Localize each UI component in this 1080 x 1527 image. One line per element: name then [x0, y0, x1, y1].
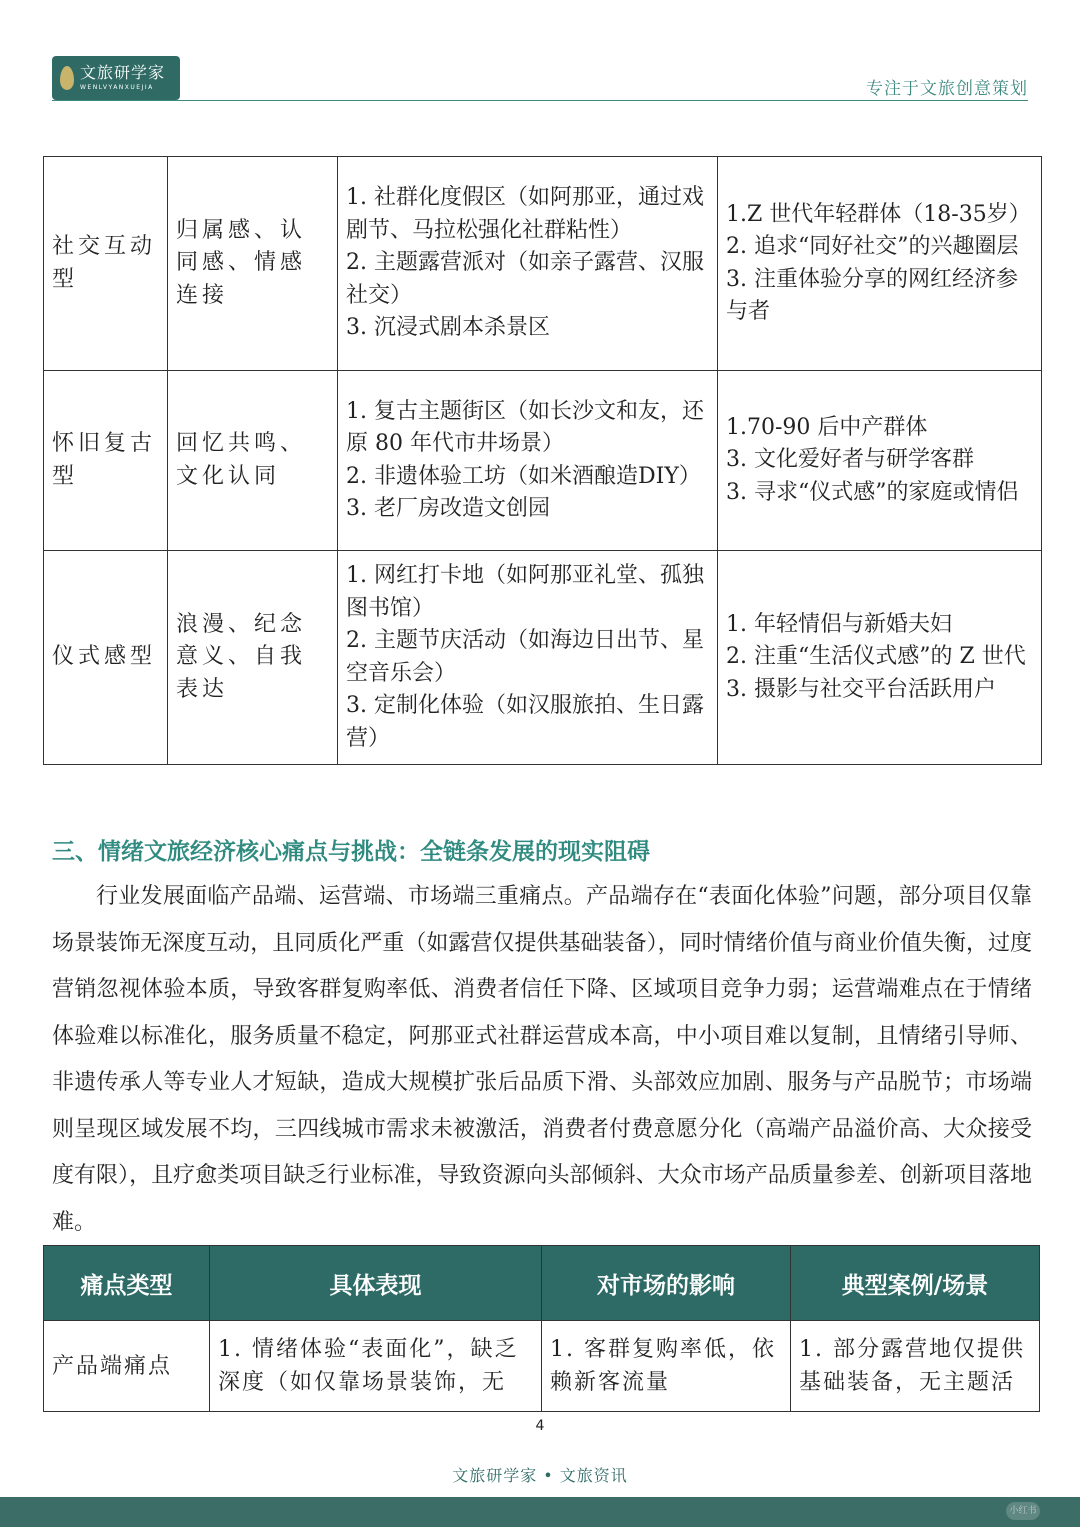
- table-row: [44, 1321, 1040, 1412]
- table-row: [44, 157, 1042, 371]
- section-heading: 三、情绪文旅经济核心痛点与挑战：全链条发展的现实阻碍: [52, 839, 650, 865]
- products-cell: [338, 551, 718, 765]
- list-item: 3. 沉浸式剧本杀景区: [346, 315, 550, 341]
- type-cell: 怀旧复古型: [44, 371, 168, 551]
- list-item: 3. 老厂房改造文创园: [346, 496, 550, 521]
- list-item: 3. 注重体验分享的网红经济参与者: [726, 266, 1018, 324]
- table-header-row: [44, 1246, 1040, 1321]
- list-item: 1.70-90 后中产群体: [726, 414, 928, 440]
- audience-cell: [718, 551, 1042, 765]
- list-item: 1. 年轻情侣与新婚夫妇: [726, 611, 952, 637]
- header-tagline: 专注于文旅创意策划: [866, 79, 1028, 99]
- logo-english-name: WENLVYANXUEJIA: [80, 84, 154, 91]
- column-header: 对市场的影响: [542, 1246, 791, 1321]
- list-item: 1.Z 世代年轻群体（18-35岁）: [726, 201, 1031, 227]
- table-row: [44, 551, 1042, 765]
- list-item: 2. 追求“同好社交”的兴趣圈层: [726, 234, 1019, 259]
- need-cell: 归属感、认同感、情感连接: [168, 157, 338, 371]
- logo-chinese-name: 文旅研学家: [80, 63, 166, 82]
- column-header: 痛点类型: [44, 1246, 210, 1321]
- footer-bar: [0, 1497, 1080, 1527]
- list-item: 2. 非遗体验工坊（如米酒酿造DIY）: [346, 463, 701, 489]
- case-cell: 1. 部分露营地仅提供基础装备，无主题活: [791, 1321, 1040, 1412]
- brand-logo: [52, 56, 180, 100]
- footer-caption: 文旅研学家 • 文旅资讯: [452, 1466, 628, 1485]
- audience-cell: [718, 157, 1042, 371]
- detail-cell: 1. 情绪体验“表面化”，缺乏深度（如仅靠场景装饰，无: [210, 1321, 542, 1412]
- column-header: 典型案例/场景: [791, 1246, 1040, 1321]
- products-cell: [338, 157, 718, 371]
- table-row: [44, 371, 1042, 551]
- type-cell: 社交互动型: [44, 157, 168, 371]
- list-item: 3. 文化爱好者与研学客群: [726, 447, 974, 473]
- list-item: 3. 定制化体验（如汉服旅拍、生日露营）: [346, 693, 704, 751]
- list-item: 3. 摄影与社交平台活跃用户: [726, 676, 996, 702]
- leaf-icon: [60, 66, 74, 90]
- audience-cell: [718, 371, 1042, 551]
- list-item: 2. 注重“生活仪式感”的 Z 世代: [726, 644, 1026, 670]
- list-item: 1. 社群化度假区（如阿那亚，通过戏剧节、马拉松强化社群粘性）: [346, 185, 704, 243]
- list-item: 1. 复古主题街区（如长沙文和友，还原 80 年代市井场景）: [346, 398, 704, 456]
- pain-point-table: [43, 1245, 1040, 1412]
- type-cell: 产品端痛点: [44, 1321, 210, 1412]
- list-item: 2. 主题节庆活动（如海边日出节、星空音乐会）: [346, 628, 704, 686]
- list-item: 2. 主题露营派对（如亲子露营、汉服社交）: [346, 250, 704, 308]
- watermark-badge: 小红书: [1006, 1502, 1040, 1520]
- list-item: 1. 网红打卡地（如阿那亚礼堂、孤独图书馆）: [346, 563, 704, 621]
- body-paragraph: 行业发展面临产品端、运营端、市场端三重痛点。产品端存在“表面化体验”问题，部分项目仅靠场景装饰无深度互动，且同质化严重（如露营仅提供基础装备），同时情绪价值与商业价值失衡，过度营销忽视体验本质，导致客群复购率低、消费者信任下降、区域项目竞争力弱；运营端难点在于情绪体验难以标准化，服务质量不稳定，阿那亚式社群运营成本高，中小项目难以复制，且情绪引导师、非遗传承人等专业人才短缺，造成大规模扩张后品质下滑、头部效应加剧、服务与产品脱节；市场端则呈现区域发展不均，三四线城市需求未被激活，消费者付费意愿分化（高端产品溢价高、大众接受度有限），且疗愈类项目缺乏行业标准，导致资源向头部倾斜、大众市场产品质量参差、创新项目落地难。: [52, 884, 1032, 1235]
- column-header: 具体表现: [210, 1246, 542, 1321]
- emotion-type-table: [43, 156, 1042, 765]
- page-number: 4: [535, 1418, 545, 1434]
- need-cell: 回忆共鸣、文化认同: [168, 371, 338, 551]
- list-item: 3. 寻求“仪式感”的家庭或情侣: [726, 479, 1019, 505]
- impact-cell: 1. 客群复购率低，依赖新客流量: [542, 1321, 791, 1412]
- need-cell: 浪漫、纪念意义、自我表达: [168, 551, 338, 765]
- products-cell: [338, 371, 718, 551]
- type-cell: 仪式感型: [44, 551, 168, 765]
- header-divider: [52, 100, 1028, 101]
